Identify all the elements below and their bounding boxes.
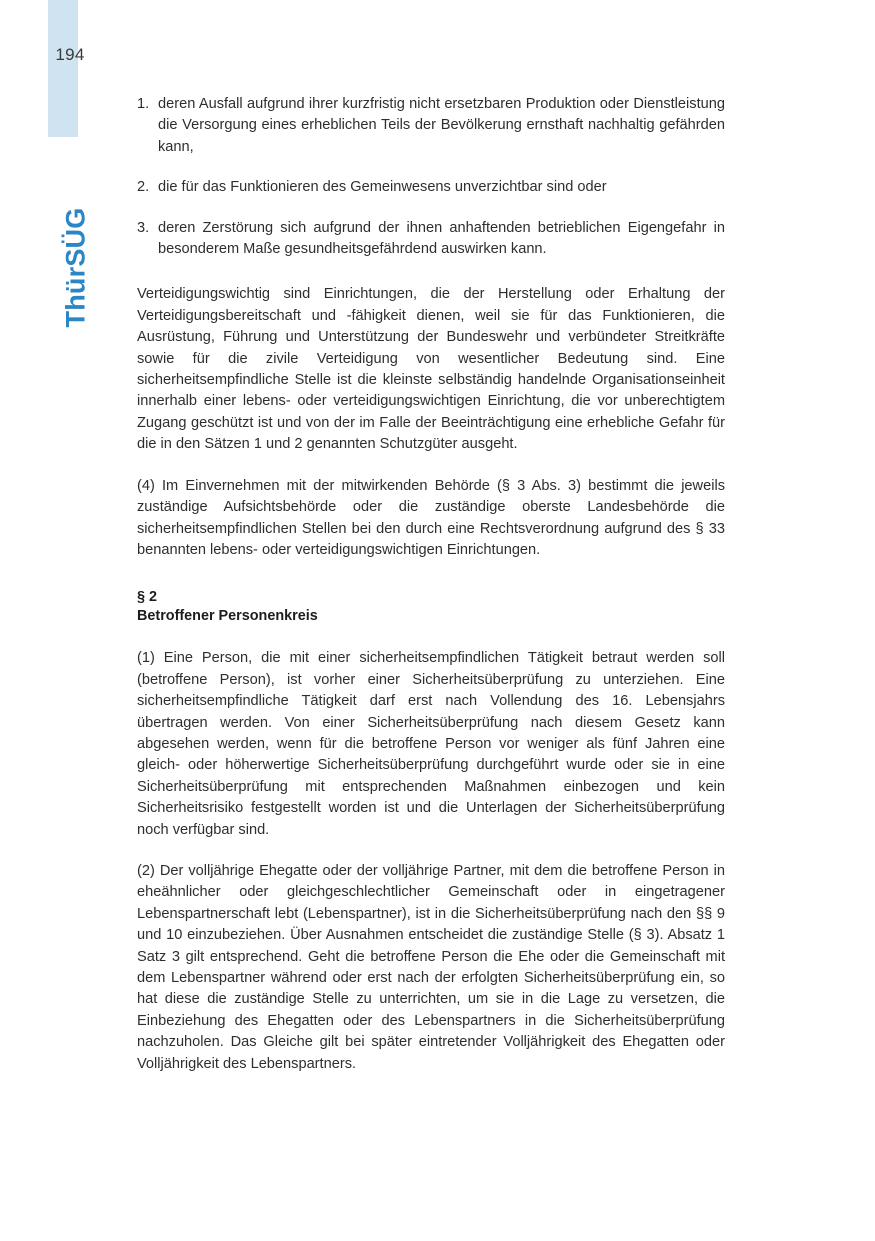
list-item-text: die für das Funktionieren des Gemeinwesens unverzichtbar sind oder xyxy=(158,179,607,196)
list-item xyxy=(137,94,725,158)
numbered-list xyxy=(137,94,725,260)
paragraph-1: (1) Eine Person, die mit einer sicherheitsempfindlichen Tätigkeit betraut werden soll (betroffene Person), ist vorher einer Sicherheitsüberprüfung zu unterziehen. Eine sicherheitsempfindliche Tätigkeit darf erst nach Vollendung des 16. Lebensjahrs übertragen werden. Von einer Sicherheitsüberprüfung nach diesem Gesetz kann abgesehen werden, wenn für die betroffene Person vor weniger als fünf Jahren eine gleich- oder höherwertige Sicherheitsüberprüfung durchgeführt wurde oder sie in eine Sicherheitsüberprüfung mit entsprechenden Maßnahmen einbezogen und kein Sicherheitsrisiko festgestellt worden ist und die Unterlagen der Sicherheitsüberprüfung noch verfügbar sind. xyxy=(137,650,725,838)
list-item-text: deren Ausfall aufgrund ihrer kurzfristig nicht ersetzbaren Produktion oder Dienstleistung die Versorgung eines erheblichen Teils der Bevölkerung ernsthaft nachhaltig gefährden kann, xyxy=(158,96,725,155)
paragraph-2: (2) Der volljährige Ehegatte oder der volljährige Partner, mit dem die betroffene Person in eheähnlicher oder gleichgeschlechtlicher Gemeinschaft oder in eingetragener Lebenspartnerschaft lebt (Lebenspartner), ist in die Sicherheitsüberprüfung nach den §§ 9 und 10 einzubeziehen. Über Ausnahmen entscheidet die zuständige Stelle (§ 3). Absatz 1 Satz 3 gilt entsprechend. Geht die betroffene Person die Ehe oder die Gemeinschaft mit dem Lebenspartner während oder erst nach der erfolgten Sicherheitsüberprüfung ein, so hat diese die zuständige Stelle zu unterrichten, um sie in die Lage zu versetzen, die Einbeziehung des Ehegatten oder des Lebenspartners in die Sicherheitsüberprüfung nachzuholen. Das Gleiche gilt bei später eintretender Volljährigkeit des Ehegatten oder Volljährigkeit des Lebenspartners. xyxy=(137,862,725,1072)
list-marker: 3. xyxy=(137,219,150,236)
list-marker: 2. xyxy=(137,179,150,196)
section-number: § 2 xyxy=(137,589,158,606)
page-number: 194 xyxy=(55,45,85,64)
list-marker: 1. xyxy=(137,96,150,112)
paragraph-4: (4) Im Einvernehmen mit der mitwirkenden Behörde (§ 3 Abs. 3) bestimmt die jeweils zuständige Aufsichtsbehörde oder die zuständige oberste Landesbehörde die sicherheitsempfindlichen Stellen bei den durch eine Rechtsverordnung aufgrund des § 33 benannten lebens- oder verteidigungswichtigen Einrichtungen. xyxy=(137,477,725,558)
text-column xyxy=(137,94,725,1075)
section-heading xyxy=(137,588,725,626)
section-title: Betroffener Personenkreis xyxy=(137,608,318,625)
paragraph-defense-definition: Verteidigungswichtig sind Einrichtungen, die der Herstellung oder Erhaltung der Verteidigungsbereitschaft und -fähigkeit dienen, weil sie für das Funktionieren, die Ausrüstung, Führung und Unterstützung der Bundeswehr und verbündeter Streitkräfte sowie für die zivile Verteidigung von wesentlicher Bedeutung sind. Eine sicherheitsempfindliche Stelle ist die kleinste selbständig handelnde Organisationseinheit innerhalb einer lebens- oder verteidigungswichtigen Einrichtung, die vor unberechtigtem Zugang geschützt ist und von der im Falle der Beeinträchtigung eine erhebliche Gefahr für die in den Sätzen 1 und 2 genannten Schutzgüter ausgeht. xyxy=(137,286,725,453)
list-item xyxy=(137,218,725,261)
list-item xyxy=(137,177,725,198)
folio-band xyxy=(48,0,78,137)
running-head: ThürSÜG xyxy=(60,207,91,328)
list-item-text: deren Zerstörung sich aufgrund der ihnen anhaftenden betrieblichen Eigengefahr in besonderem Maße gesundheitsgefährdend auswirken kann. xyxy=(158,219,725,258)
